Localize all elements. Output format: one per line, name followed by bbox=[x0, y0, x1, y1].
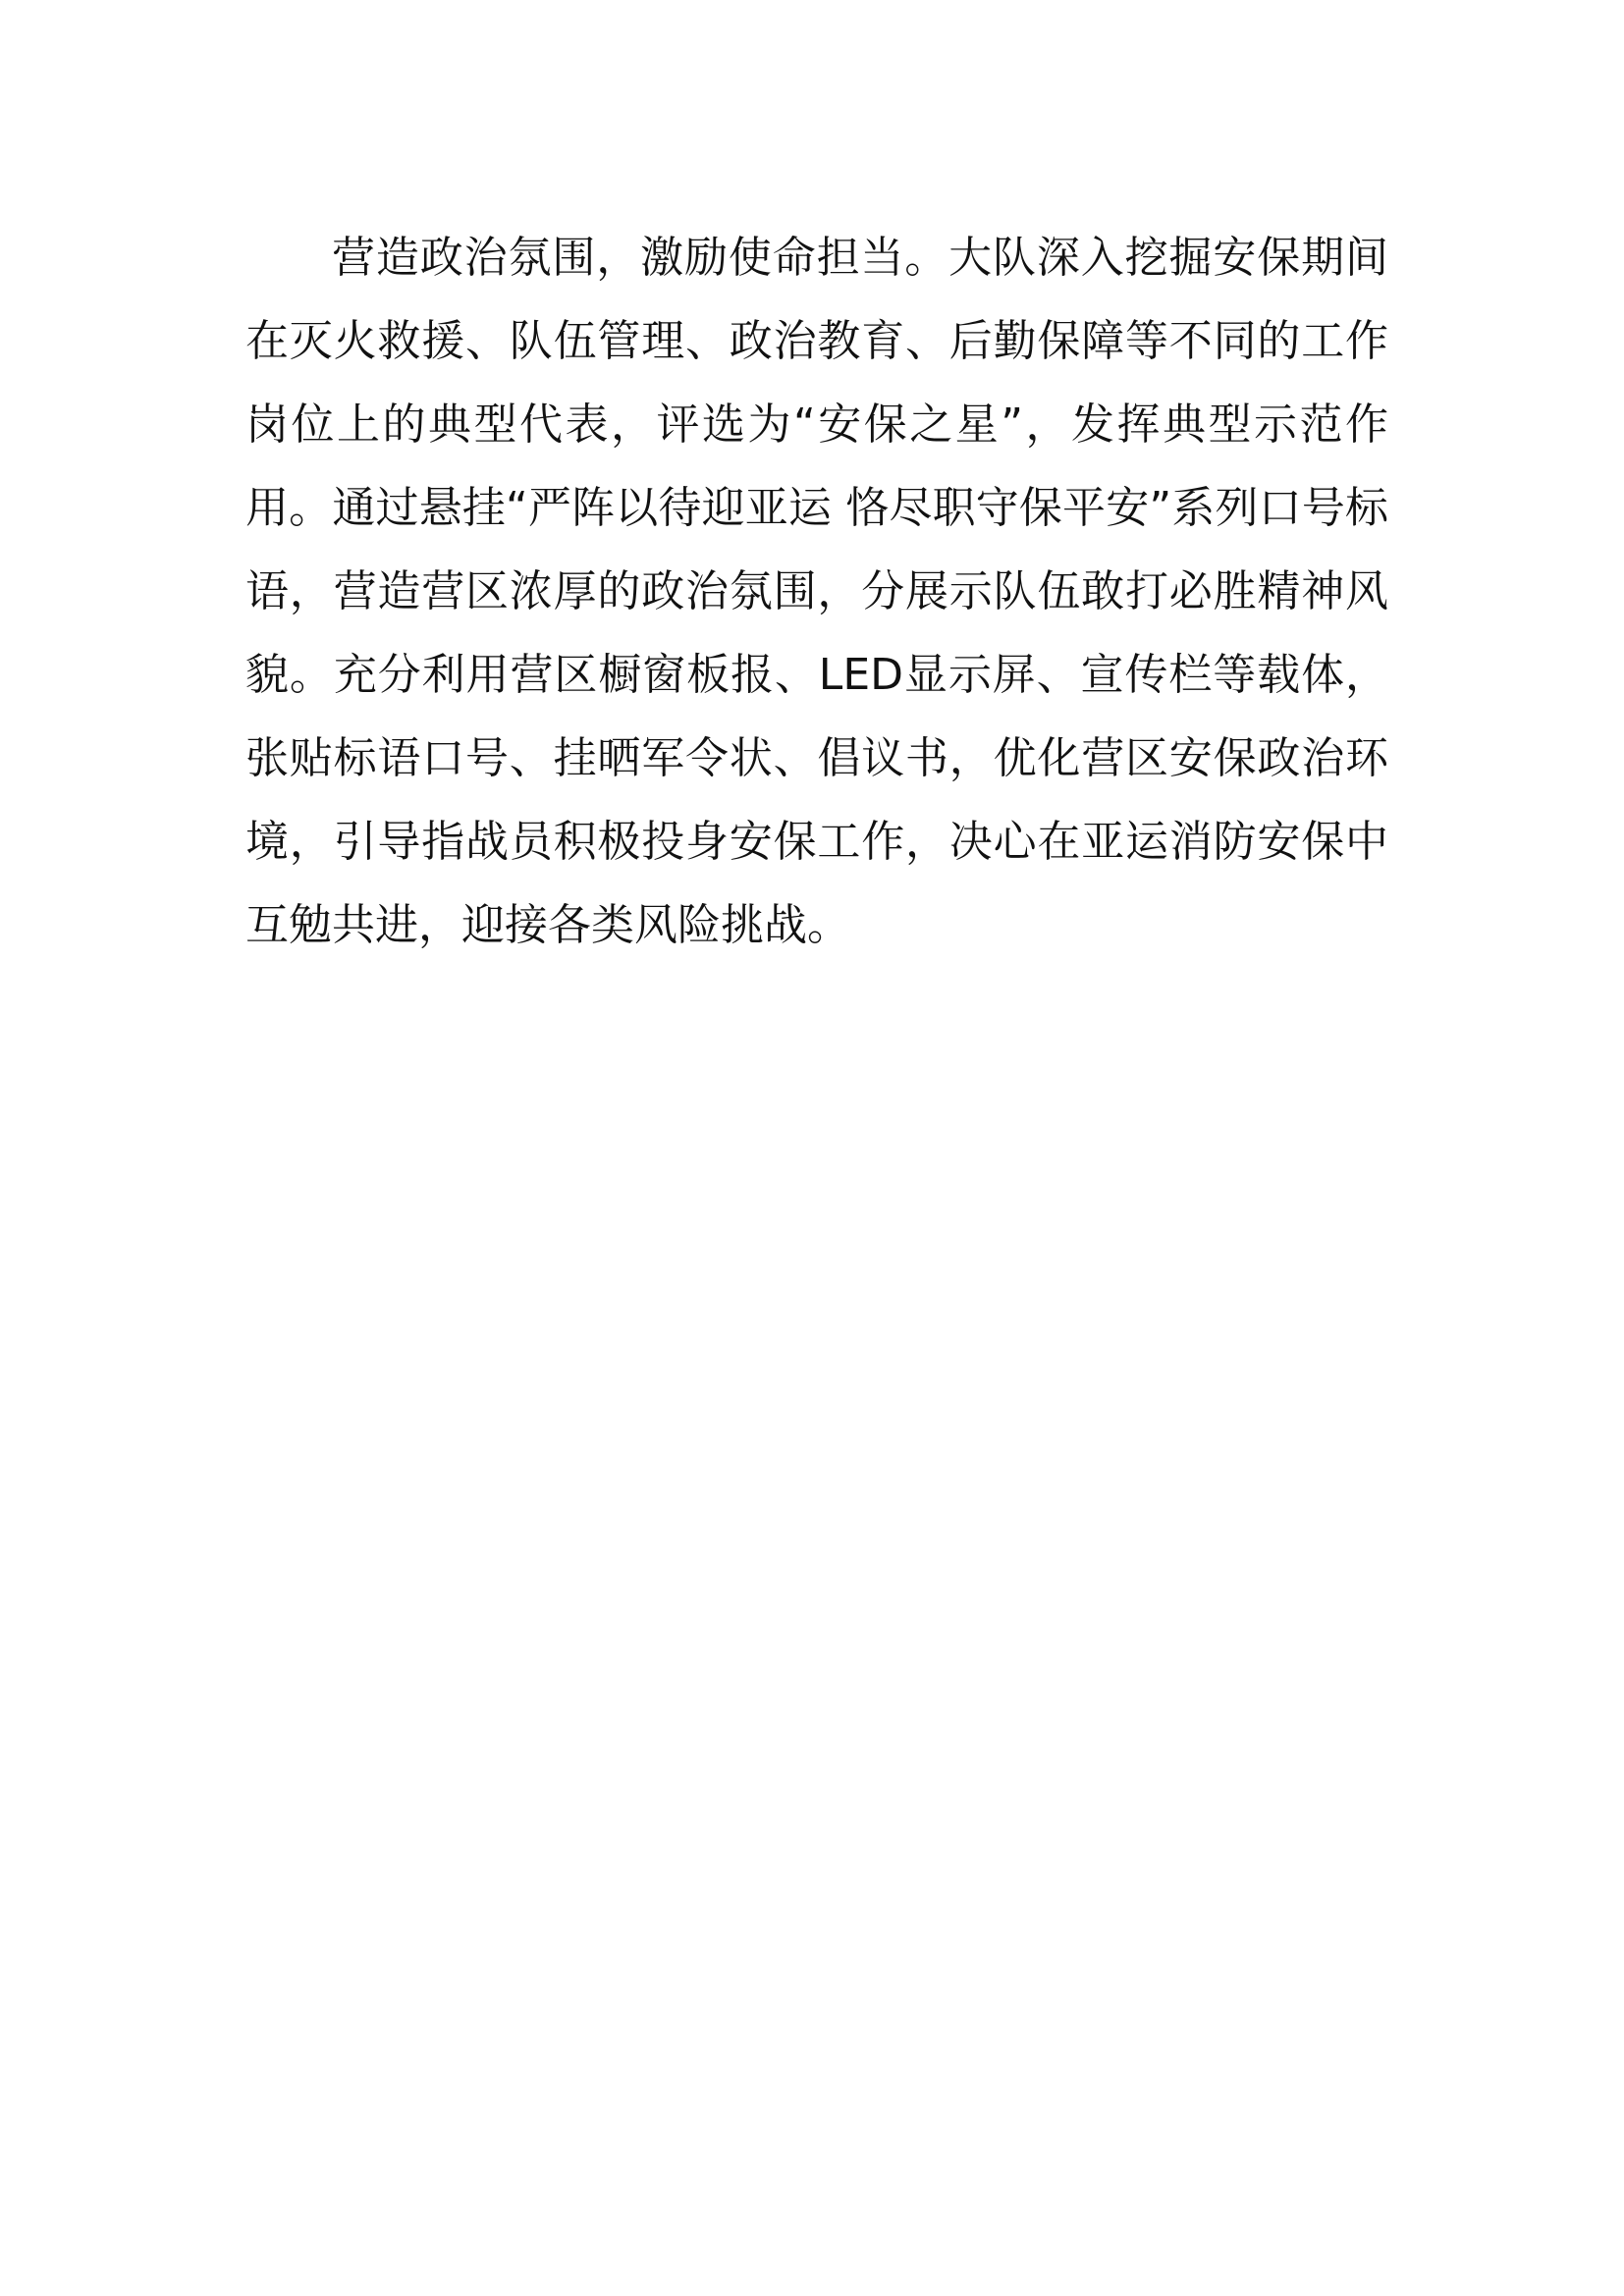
body-paragraph: 营造政治氛围，激励使命担当。大队深入挖掘安保期间在灭火救援、队伍管理、政治教育、后勤保障等不同的工作岗位上的典型代表，评选为“安保之星”，发挥典型示范作用。通过悬挂“严阵以待迎亚运 恪尽职守保平安”系列口号标语，营造营区浓厚的政治氛围，分展示队伍敢打必胜精神风貌。充分利用营区橱窗板报、LED显示屏、宣传栏等载体，张贴标语口号、挂晒军令状、倡议书，优化营区安保政治环境，引导指战员积极投身安保工作，决心在亚运消防安保中互勉共进，迎接各类风险挑战。 bbox=[245, 233, 1388, 950]
